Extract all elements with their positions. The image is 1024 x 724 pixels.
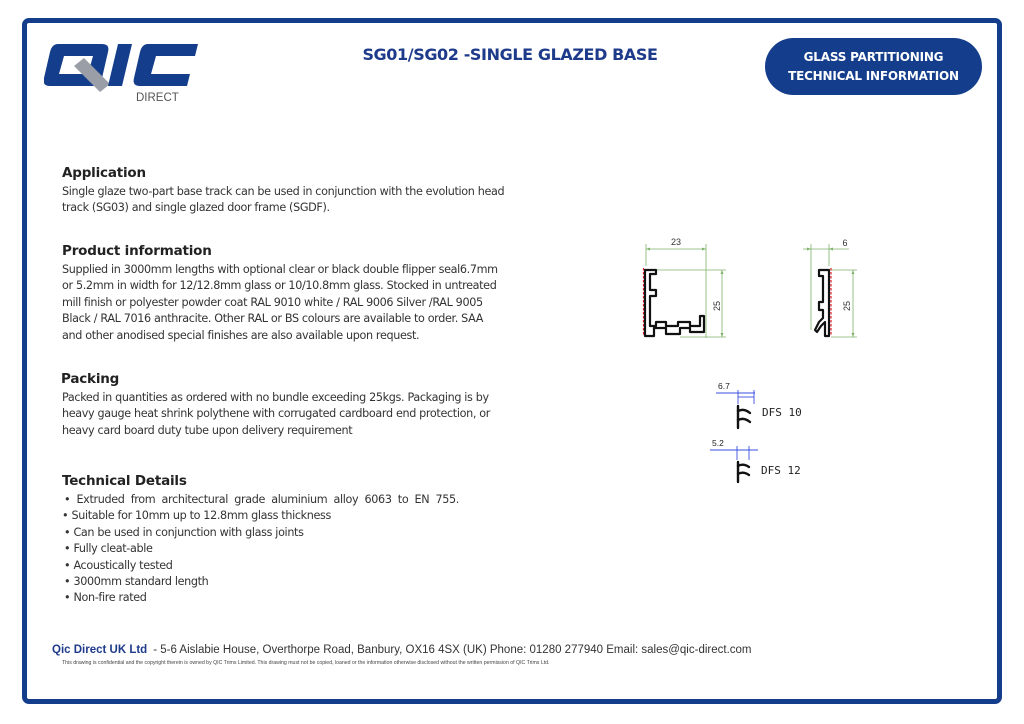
logo-sub-text: DIRECT bbox=[136, 92, 179, 104]
text-line: Black / RAL 7016 anthracite. Other RAL or BS colours are available to order. SAA bbox=[62, 312, 484, 326]
technical-bullets bbox=[62, 492, 459, 607]
page-title: SG01/SG02 -SINGLE GLAZED BASE bbox=[362, 45, 658, 64]
category-badge bbox=[765, 38, 982, 95]
seal-dfs-10 bbox=[716, 381, 802, 428]
bullet-item: • Extruded from architectural grade aluminium alloy 6063 to EN 755. bbox=[64, 493, 459, 506]
qic-direct-logo bbox=[44, 40, 204, 104]
product-info-heading: Product information bbox=[62, 243, 212, 259]
footer-contact bbox=[52, 644, 752, 656]
seal-dfs-12 bbox=[710, 438, 801, 482]
bullet-item: • Acoustically tested bbox=[64, 558, 173, 572]
packing-heading: Packing bbox=[61, 371, 120, 387]
dimension-arrows bbox=[646, 248, 724, 338]
text-line: or 5.2mm in width for 12/12.8mm glass or 10/10.8mm glass. Stocked in untreated bbox=[62, 279, 497, 293]
height-dimension: 25 bbox=[842, 300, 852, 312]
badge-line-1: GLASS PARTITIONING bbox=[803, 49, 944, 64]
footer-disclaimer: This drawing is confidential and the copyright therein is owned by QIC Trims Limited. This drawing must not be copied, loaned or the information otherwise disclosed without the written permission of QIC Trims Ltd. bbox=[62, 660, 550, 666]
bullet-item: • Suitable for 10mm up to 12.8mm glass thickness bbox=[62, 509, 331, 523]
text-line: heavy gauge heat shrink polythene with corrugated cardboard end protection, or bbox=[62, 407, 490, 421]
logo-graphic bbox=[44, 40, 204, 104]
seal-dimension: 6.7 bbox=[718, 381, 730, 391]
bullet-item: • Can be used in conjunction with glass joints bbox=[64, 525, 304, 539]
seal-shape bbox=[738, 406, 750, 428]
text-line: Single glaze two-part base track can be used in conjunction with the evolution head bbox=[62, 185, 505, 198]
application-text bbox=[62, 184, 504, 217]
bullet-item: • Fully cleat-able bbox=[64, 542, 153, 556]
text-line: Supplied in 3000mm lengths with optional clear or black double flipper seal6.7mm bbox=[62, 263, 498, 276]
height-dimension: 25 bbox=[712, 300, 722, 312]
application-heading: Application bbox=[62, 165, 146, 181]
seal-label: DFS 12 bbox=[761, 464, 801, 477]
bullet-item: • 3000mm standard length bbox=[64, 575, 209, 589]
width-dimension: 6 bbox=[842, 238, 848, 248]
seal-shape bbox=[738, 462, 749, 482]
text-line: and other anodised special finishes are also available upon request. bbox=[62, 328, 420, 342]
profile-b-drawing bbox=[795, 230, 865, 345]
text-line: Packed in quantities as ordered with no bundle exceeding 25kgs. Packaging is by bbox=[62, 391, 489, 404]
profile-a-drawing bbox=[630, 230, 730, 345]
company-address: - 5-6 Aislabie House, Overthorpe Road, Banbury, OX16 4SX (UK) Phone: 01280 277940 Email: sales@qic-direct.com bbox=[153, 644, 752, 656]
profile-a-shape bbox=[645, 270, 704, 336]
width-dimension: 23 bbox=[670, 237, 682, 247]
seal-drawings bbox=[700, 378, 820, 490]
packing-text bbox=[62, 390, 490, 439]
dimension-lines bbox=[646, 244, 726, 338]
text-line: track (SG03) and single glazed door frame (SGDF). bbox=[62, 201, 330, 215]
seal-dimension: 5.2 bbox=[712, 438, 724, 448]
text-line: mill finish or polyester powder coat RAL 9010 white / RAL 9006 Silver /RAL 9005 bbox=[62, 295, 483, 309]
profile-b-shape bbox=[815, 270, 829, 336]
product-info-text bbox=[62, 262, 498, 344]
technical-heading: Technical Details bbox=[62, 473, 187, 489]
seal-label: DFS 10 bbox=[762, 406, 802, 419]
bullet-item: • Non-fire rated bbox=[64, 591, 147, 605]
badge-line-2: TECHNICAL INFORMATION bbox=[788, 68, 959, 83]
company-name: Qic Direct UK Ltd bbox=[52, 644, 148, 656]
text-line: heavy card board duty tube upon delivery requirement bbox=[62, 423, 353, 437]
